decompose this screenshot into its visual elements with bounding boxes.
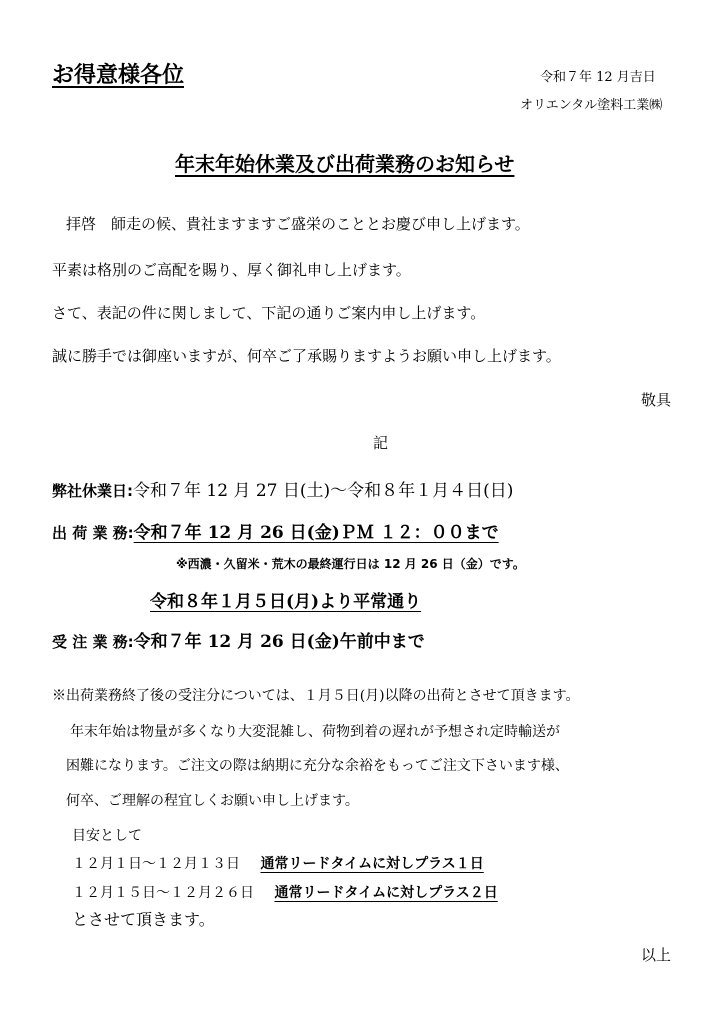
guideline-row-1 [72,853,484,873]
greeting-line-4: 誠に勝手では御座いますが、何卒ご了承賜りますようお願い申し上げます。 [52,347,561,365]
shipping-label: 出 荷 業 務: [52,524,134,542]
closing-keigu: 敬具 [641,391,672,409]
shipping-value: 令和７年 12 月 26 日(金)ＰＭ １２：００まで [133,523,499,543]
shipping-note: ※西濃・久留米・荒木の最終運行日は 12 月 26 日（金）です。 [176,557,525,571]
notes-line-4: 何卒、ご理解の程宜しくお願い申し上げます。 [66,793,359,809]
greeting-line-2: 平素は格別のご高配を賜り、厚く御礼申し上げます。 [52,261,411,279]
holiday-value: 令和７年 12 月 27 日(土)～令和８年１月４日(日) [133,481,514,501]
company-name: オリエンタル塗料工業㈱ [520,98,663,113]
ki-marker: 記 [373,434,389,452]
holiday-label: 弊社休業日: [52,482,133,500]
guideline-row-2 [72,882,498,902]
greeting-line-1: 拝啓 師走の候、貴社ますますご盛栄のこととお慶び申し上げます。 [66,215,530,233]
guideline-period-1: １２月１日～１２月１３日 [72,856,240,872]
orders-value: 令和７年 12 月 26 日(金)午前中まで [133,632,425,652]
orders-row [52,627,425,652]
guideline-period-2: １２月１５日～１２月２６日 [72,885,254,901]
greeting-line-3: さて、表記の件に関しまして、下記の通りご案内申し上げます。 [52,304,486,322]
shipping-resume: 令和８年１月５日(月)より平常通り [150,592,422,612]
closing-ijou: 以上 [641,946,672,964]
guideline-detail-1: 通常リードタイムに対しプラス１日 [260,856,484,872]
guideline-footer: とさせて頂きます。 [72,910,215,929]
guideline-detail-2: 通常リードタイムに対しプラス２日 [274,885,498,901]
notes-line-3: 困難になります。ご注文の際は納期に充分な余裕をもってご注文下さいます様、 [66,758,569,774]
issue-date: 令和７年 12 月吉日 [540,70,656,85]
notes-line-1: ※出荷業務終了後の受注分については、１月５日(月)以降の出荷とさせて頂きます。 [52,688,580,704]
shipping-row [52,518,499,543]
notes-line-2: 年末年始は物量が多くなり大変混雑し、荷物到着の遅れが予想され定時輸送が [70,724,560,740]
orders-label: 受 注 業 務: [52,633,134,651]
page-title: 年末年始休業及び出荷業務のお知らせ [175,152,515,176]
addressee: お得意様各位 [52,63,185,88]
guideline-heading: 目安として [72,828,142,844]
holiday-row [52,476,513,501]
